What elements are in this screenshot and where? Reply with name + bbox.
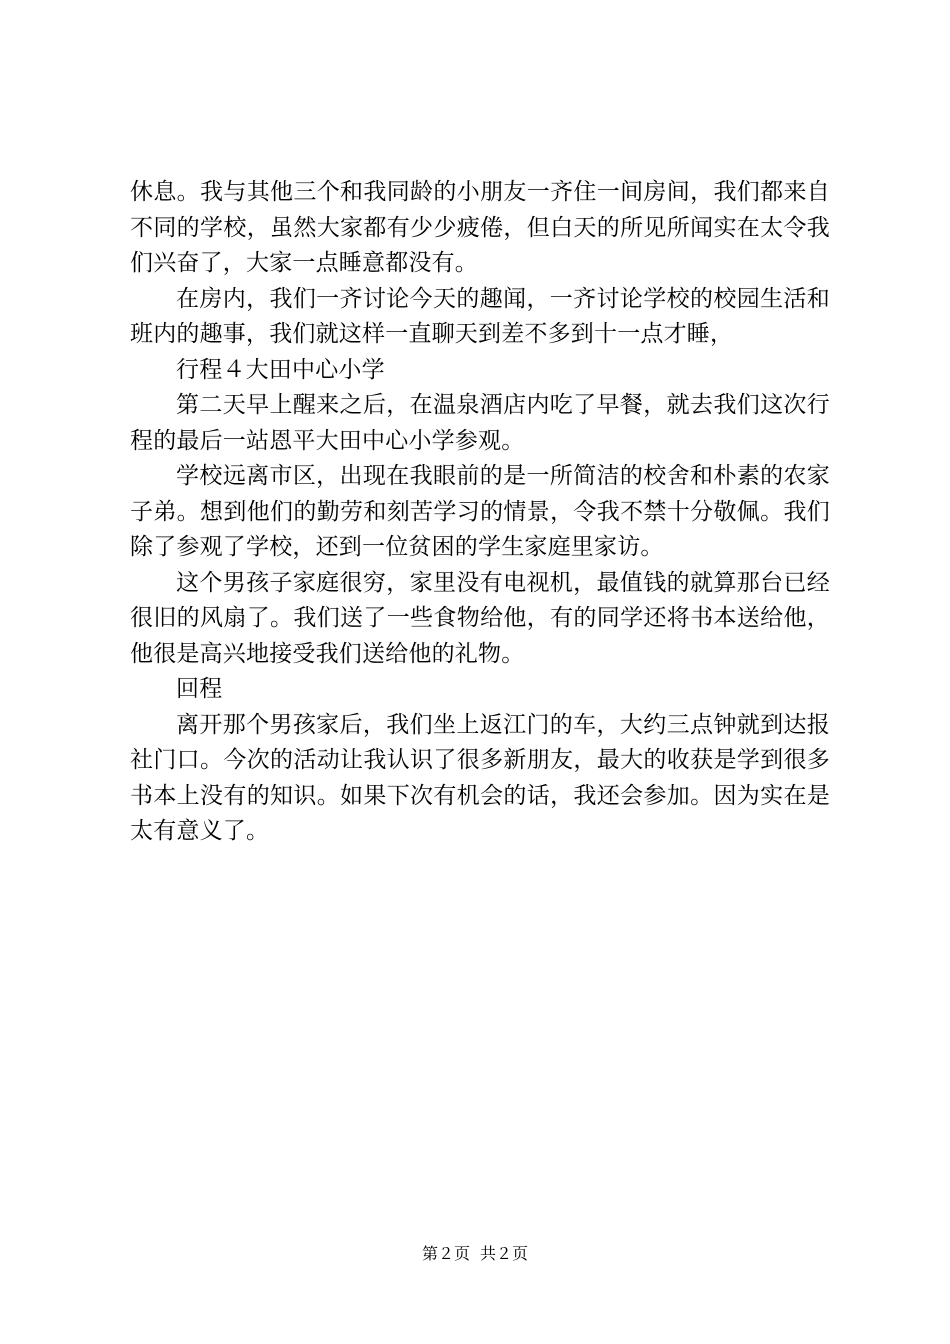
page-number-current: 第２页	[421, 1244, 470, 1263]
paragraph: 离开那个男孩家后，我们坐上返江门的车，大约三点钟就到达报社门口。今次的活动让我认识了很多新朋友，最大的收获是学到很多书本上没有的知识。如果下次有机会的话，我还会参加。因为实在是太有意义了。	[130, 711, 830, 844]
document-body	[130, 175, 830, 850]
paragraph: 第二天早上醒来之后，在温泉酒店内吃了早餐，就去我们这次行程的最后一站恩平大田中心小学参观。	[130, 392, 830, 454]
paragraph: 这个男孩子家庭很穷，家里没有电视机，最值钱的就算那台已经很旧的风扇了。我们送了一些食物给他，有的同学还将书本送给他，他很是高兴地接受我们送给他的礼物。	[130, 569, 830, 667]
section-heading-return: 回程	[176, 676, 223, 702]
paragraph-continuation: 休息。我与其他三个和我同龄的小朋友一齐住一间房间，我们都来自不同的学校，虽然大家都有少少疲倦，但白天的所见所闻实在太令我们兴奋了，大家一点睡意都没有。	[130, 179, 830, 276]
page-footer	[0, 1243, 950, 1265]
page-number-total: 共２页	[480, 1244, 529, 1263]
paragraph: 学校远离市区，出现在我眼前的是一所简洁的校舍和朴素的农家子弟。想到他们的勤劳和刻苦学习的情景，令我不禁十分敬佩。我们除了参观了学校，还到一位贫困的学生家庭里家访。	[130, 463, 830, 560]
section-heading-itinerary-4: 行程４大田中心小学	[176, 356, 385, 383]
paragraph: 在房内，我们一齐讨论今天的趣闻，一齐讨论学校的校园生活和班内的趣事，我们就这样一直聊天到差不多到十一点才睡，	[130, 285, 830, 347]
